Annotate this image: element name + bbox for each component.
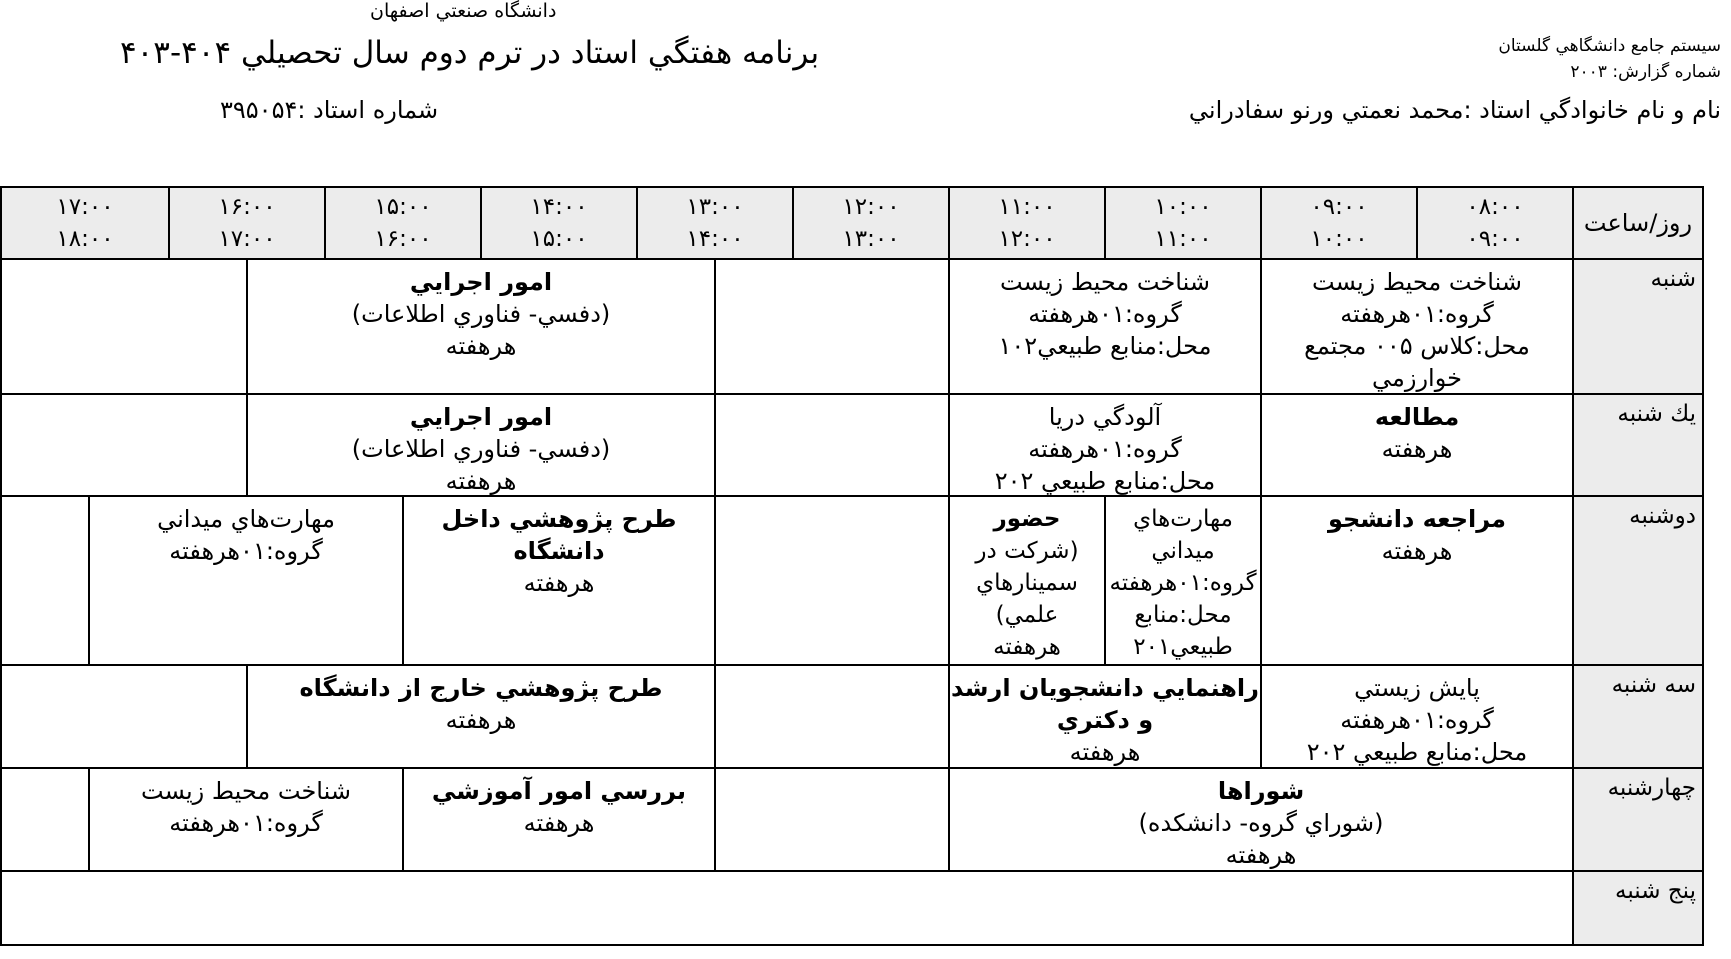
time-header [948, 186, 1106, 260]
slot-line: شناخت محيط زيست [141, 777, 351, 805]
empty-slot [0, 258, 248, 395]
time-header [792, 186, 950, 260]
day-label: يك شنبه [1572, 393, 1704, 497]
schedule-slot [948, 767, 1574, 872]
time-header [636, 186, 794, 260]
slot-line: (دفسي- فناوري اطلاعات) [351, 300, 611, 328]
slot-title: حضور [993, 506, 1061, 532]
slot-line: مهارت‌هاي ميداني [1133, 506, 1233, 564]
slot-line: هرهفته [445, 467, 517, 495]
slot-line: گروه:۰۱هرهفته [1340, 706, 1494, 734]
slot-line: محل:منابع طبيعي ۲۰۲ [994, 467, 1216, 495]
day-label: دوشنبه [1572, 495, 1704, 666]
time-end: ۱۱:۰۰ [1154, 226, 1212, 252]
empty-slot [714, 767, 950, 872]
slot-line: محل:منابع طبيعي ۲۰۲ [1306, 738, 1528, 766]
slot-line: محل:منابع طبيعي۲۰۱ [1133, 602, 1233, 660]
slot-line: شناخت محيط زيست [1000, 268, 1210, 296]
slot-title: مطالعه [1374, 403, 1460, 431]
time-end: ۱۵:۰۰ [530, 226, 588, 252]
slot-line: هرهفته [1225, 841, 1297, 869]
schedule-slot [88, 495, 404, 666]
slot-line: هرهفته [523, 809, 595, 837]
time-header [480, 186, 638, 260]
slot-line: هرهفته [1381, 537, 1453, 565]
slot-line: محل:منابع طبيعي۱۰۲ [998, 332, 1212, 360]
slot-line: هرهفته [1069, 738, 1141, 766]
slot-line: گروه:۰۱هرهفته [1340, 300, 1494, 328]
time-start: ۱۰:۰۰ [1154, 194, 1212, 220]
slot-line: پايش زيستي [1354, 674, 1480, 702]
schedule-slot [1260, 393, 1574, 497]
time-header [1416, 186, 1574, 260]
empty-slot [0, 664, 248, 769]
time-start: ۱۴:۰۰ [530, 194, 588, 220]
slot-title: راهنمايي دانشجويان ارشد و دكتري [951, 674, 1259, 734]
time-header [0, 186, 170, 260]
time-end: ۱۷:۰۰ [218, 226, 276, 252]
empty-slot [714, 664, 950, 769]
slot-line: هرهفته [523, 569, 595, 597]
time-header [324, 186, 482, 260]
slot-line: گروه:۰۱هرهفته [1028, 435, 1182, 463]
schedule-slot [246, 664, 716, 769]
day-label: پنج شنبه [1572, 870, 1704, 946]
empty-slot [0, 767, 90, 872]
time-start: ۰۹:۰۰ [1310, 194, 1368, 220]
time-start: ۱۷:۰۰ [56, 194, 114, 220]
time-start: ۱۳:۰۰ [686, 194, 744, 220]
day-label: سه شنبه [1572, 664, 1704, 769]
slot-line: هرهفته [445, 706, 517, 734]
slot-title: مراجعه دانشجو [1327, 505, 1507, 533]
slot-title: طرح پژوهشي داخل دانشگاه [441, 505, 677, 565]
slot-line: (شوراي گروه- دانشكده) [1138, 809, 1384, 837]
slot-title: بررسي امور آموزشي [431, 777, 687, 805]
corner-header: روز/ساعت [1572, 186, 1704, 260]
schedule-slot [246, 258, 716, 395]
time-end: ۱۴:۰۰ [686, 226, 744, 252]
empty-slot [714, 495, 950, 666]
time-header [168, 186, 326, 260]
time-start: ۱۲:۰۰ [842, 194, 900, 220]
slot-line: (دفسي- فناوري اطلاعات) [351, 435, 611, 463]
time-end: ۱۳:۰۰ [842, 226, 900, 252]
university-name: دانشگاه صنعتي اصفهان [370, 0, 557, 22]
time-start: ۰۸:۰۰ [1466, 194, 1524, 220]
empty-slot [0, 393, 248, 497]
time-header [1260, 186, 1418, 260]
time-header [1104, 186, 1262, 260]
schedule-slot [1260, 495, 1574, 666]
time-end: ۱۶:۰۰ [374, 226, 432, 252]
slot-line: هرهفته [1381, 435, 1453, 463]
empty-slot [0, 495, 90, 666]
time-start: ۱۱:۰۰ [998, 194, 1056, 220]
schedule-slot [88, 767, 404, 872]
slot-line: هرهفته [445, 332, 517, 360]
schedule-slot [948, 495, 1106, 666]
slot-line: مهارت‌هاي ميداني [157, 505, 335, 533]
system-name: سيستم جامع دانشگاهي گلستان [1498, 36, 1721, 56]
slot-line: محل:كلاس ۰۰۵ مجتمع خوارزمي [1304, 332, 1530, 392]
schedule-slot [948, 393, 1262, 497]
page-title: برنامه هفتگي استاد در ترم دوم سال تحصيلي ۴۰۴-۴۰۳ [120, 35, 820, 71]
professor-name: نام و نام خانوادگي استاد :محمد نعمتي ورنو سفادراني [1188, 96, 1721, 124]
slot-line: گروه:۰۱هرهفته [169, 537, 323, 565]
weekly-schedule-table [0, 186, 1704, 946]
day-label: چهارشنبه [1572, 767, 1704, 872]
time-end: ۱۸:۰۰ [56, 226, 114, 252]
slot-line: آلودگي دريا [1048, 403, 1162, 431]
professor-number: شماره استاد :۳۹۵۰۵۴ [220, 96, 439, 124]
schedule-slot [1260, 258, 1574, 395]
time-end: ۱۰:۰۰ [1310, 226, 1368, 252]
report-number: شماره گزارش: ۲۰۰۳ [1570, 62, 1721, 82]
slot-line: گروه:۰۱هرهفته [169, 809, 323, 837]
schedule-slot [246, 393, 716, 497]
slot-title: امور اجرايي [409, 403, 553, 431]
schedule-slot [948, 258, 1262, 395]
time-end: ۱۲:۰۰ [998, 226, 1056, 252]
slot-line: هرهفته [993, 634, 1061, 660]
slot-title: طرح پژوهشي خارج از دانشگاه [299, 674, 663, 702]
schedule-slot [402, 495, 716, 666]
slot-title: امور اجرايي [409, 268, 553, 296]
schedule-slot [1104, 495, 1262, 666]
slot-line: گروه:۰۱هرهفته [1109, 570, 1257, 596]
time-end: ۰۹:۰۰ [1466, 226, 1524, 252]
schedule-slot [402, 767, 716, 872]
time-start: ۱۵:۰۰ [374, 194, 432, 220]
slot-line: گروه:۰۱هرهفته [1028, 300, 1182, 328]
schedule-slot [1260, 664, 1574, 769]
slot-line: (شركت در سمينارهاي علمي) [975, 538, 1079, 628]
empty-slot [0, 870, 1574, 946]
empty-slot [714, 393, 950, 497]
time-start: ۱۶:۰۰ [218, 194, 276, 220]
day-label: شنبه [1572, 258, 1704, 395]
slot-line: شناخت محيط زيست [1312, 268, 1522, 296]
slot-title: شوراها [1217, 777, 1305, 805]
empty-slot [714, 258, 950, 395]
schedule-slot [948, 664, 1262, 769]
